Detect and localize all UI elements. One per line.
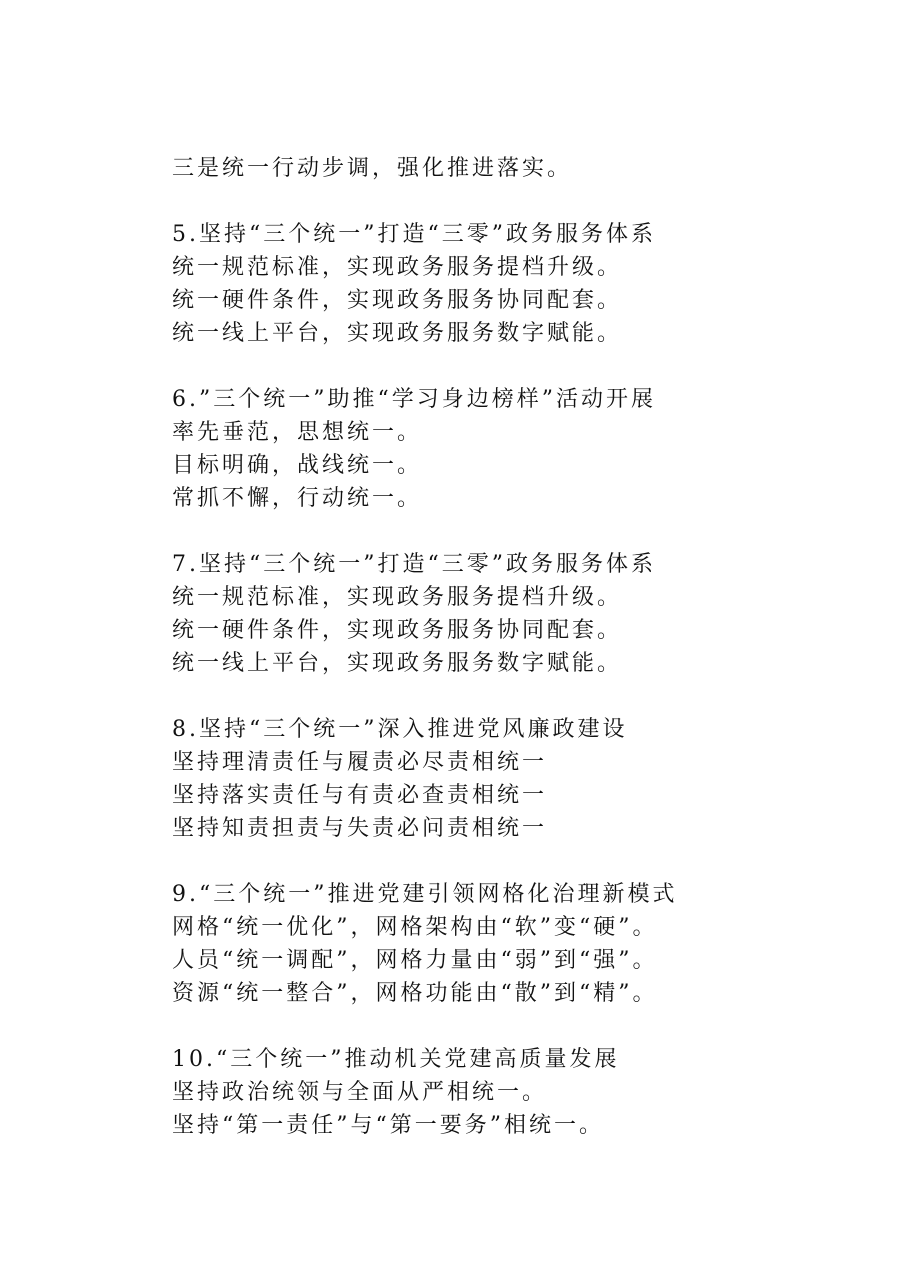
section-line: 统一硬件条件，实现政务服务协同配套。	[172, 288, 623, 313]
section-8	[172, 713, 892, 845]
section-line: 坚持政治统领与全面从严相统一。	[172, 1080, 548, 1105]
section-heading: 6.”三个统一”助推“学习身边榜样”活动开展	[172, 387, 656, 412]
section-line: 统一规范标准，实现政务服务提档升级。	[172, 255, 623, 280]
section-5	[172, 218, 892, 350]
section-line: 坚持理清责任与履责必尽责相统一	[172, 750, 548, 775]
section-line: 资源“统一整合”，网格功能由“散”到“精”。	[172, 981, 658, 1006]
section-line: 统一硬件条件，实现政务服务协同配套。	[172, 618, 623, 643]
section-line: 坚持“第一责任”与“第一要务”相统一。	[172, 1113, 604, 1138]
section-7	[172, 548, 892, 680]
section-line: 统一线上平台，实现政务服务数字赋能。	[172, 321, 623, 346]
section-heading: 10.“三个统一”推动机关党建高质量发展	[172, 1047, 620, 1072]
section-line: 统一线上平台，实现政务服务数字赋能。	[172, 651, 623, 676]
intro-line: 三是统一行动步调，强化推进落实。	[172, 156, 573, 181]
section-heading: 5.坚持“三个统一”打造“三零”政务服务体系	[172, 222, 656, 247]
section-line: 坚持落实责任与有责必查责相统一	[172, 783, 548, 808]
section-6	[172, 383, 892, 515]
section-heading: 7.坚持“三个统一”打造“三零”政务服务体系	[172, 552, 656, 577]
section-line: 统一规范标准，实现政务服务提档升级。	[172, 585, 623, 610]
section-10	[172, 1043, 892, 1142]
section-line: 率先垂范，思想统一。	[172, 420, 423, 445]
section-heading: 8.坚持“三个统一”深入推进党风廉政建设	[172, 717, 628, 742]
section-9	[172, 878, 892, 1010]
section-line: 目标明确，战线统一。	[172, 453, 423, 478]
section-line: 坚持知责担责与失责必问责相统一	[172, 816, 548, 841]
section-line: 常抓不懈，行动统一。	[172, 486, 423, 511]
section-line: 人员“统一调配”，网格力量由“弱”到“强”。	[172, 948, 658, 973]
document-body	[172, 152, 892, 1142]
section-line: 网格“统一优化”，网格架构由“软”变“硬”。	[172, 915, 658, 940]
section-heading: 9.“三个统一”推进党建引领网格化治理新模式	[172, 882, 678, 907]
